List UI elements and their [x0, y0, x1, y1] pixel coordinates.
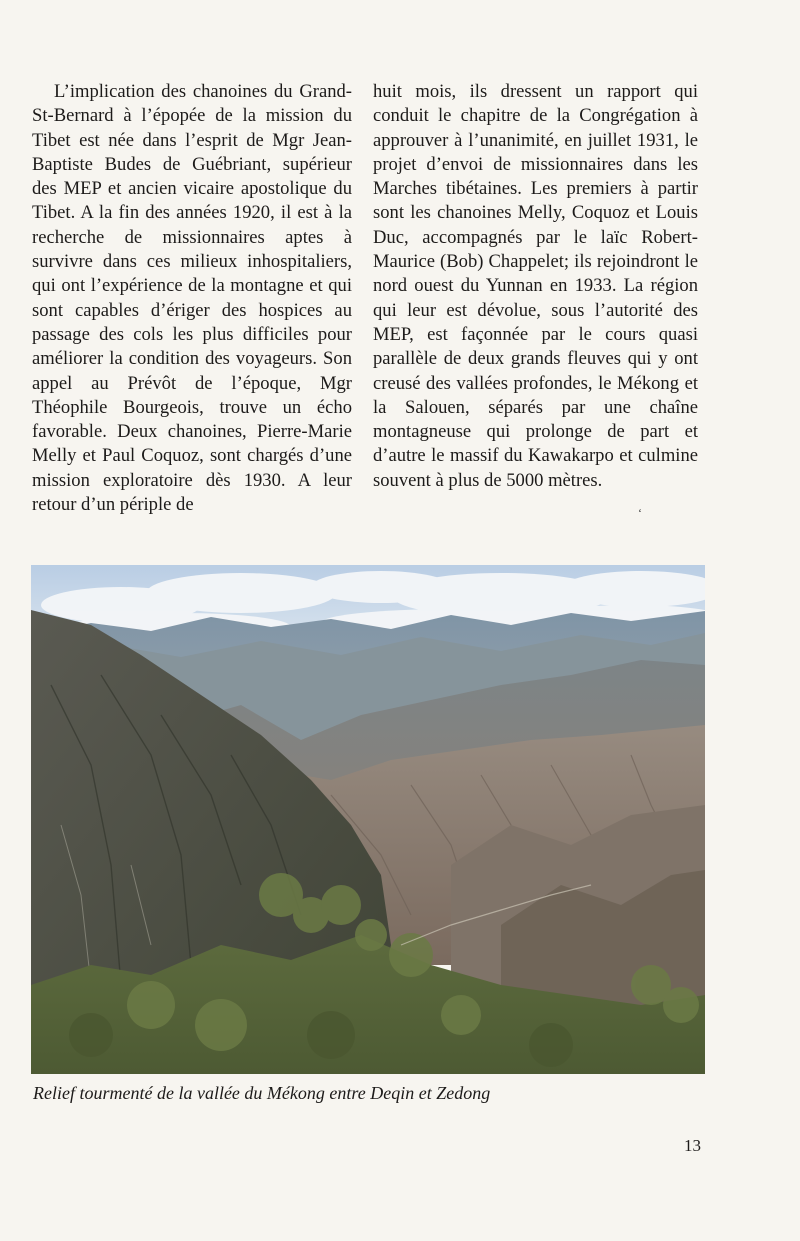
- paragraph-left: L’implication des chanoines du Grand-St-Bernard à l’épopée de la mission du Tibet est née dans l’esprit de Mgr Jean-Baptiste Budes de Guébriant, supérieur des MEP et ancien vicaire apostolique du Tibet. A la fin des années 1920, il est à la recherche de missionnaires aptes à survivre dans ces milieux inhospitaliers, qui ont l’expérience de la montagne et qui sont capables d’ériger des hospices au passage des cols les plus difficiles pour améliorer la condition des voyageurs. Son appel au Prévôt de l’époque, Mgr Théophile Bourgeois, trouve un écho favorable. Deux chanoines, Pierre-Marie Melly et Paul Coquoz, sont chargés d’une mission exploratoire dès 1930. A leur retour d’un périple de: [32, 81, 352, 516]
- stray-mark: ‘: [638, 506, 642, 520]
- text-column-left: [32, 80, 352, 517]
- text-column-right: [373, 80, 698, 493]
- figure-caption: Relief tourmenté de la vallée du Mékong entre Deqin et Zedong: [33, 1083, 491, 1103]
- paragraph-right: huit mois, ils dressent un rapport qui conduit le chapitre de la Congrégation à approuver à l’unanimité, en juillet 1931, le projet d’envoi de missionnaires dans les Marches tibétaines. Les premiers à partir sont les chanoines Melly, Coquoz et Louis Duc, accompagnés par le laïc Robert-Maurice (Bob) Chappelet; ils rejoindront le nord ouest du Yunnan en 1933. La région qui leur est dévolue, sous l’autorité des MEP, est façonnée par le cours quasi parallèle de deux grands fleuves qui y ont creusé des vallées profondes, le Mékong et la Salouen, séparés par une chaîne montagneuse qui prolonge de part et d’autre le massif du Kawakarpo et culmine souvent à plus de 5000 mètres.: [373, 81, 698, 491]
- mekong-valley-photo: [31, 565, 705, 1074]
- page-number: 13: [684, 1136, 701, 1155]
